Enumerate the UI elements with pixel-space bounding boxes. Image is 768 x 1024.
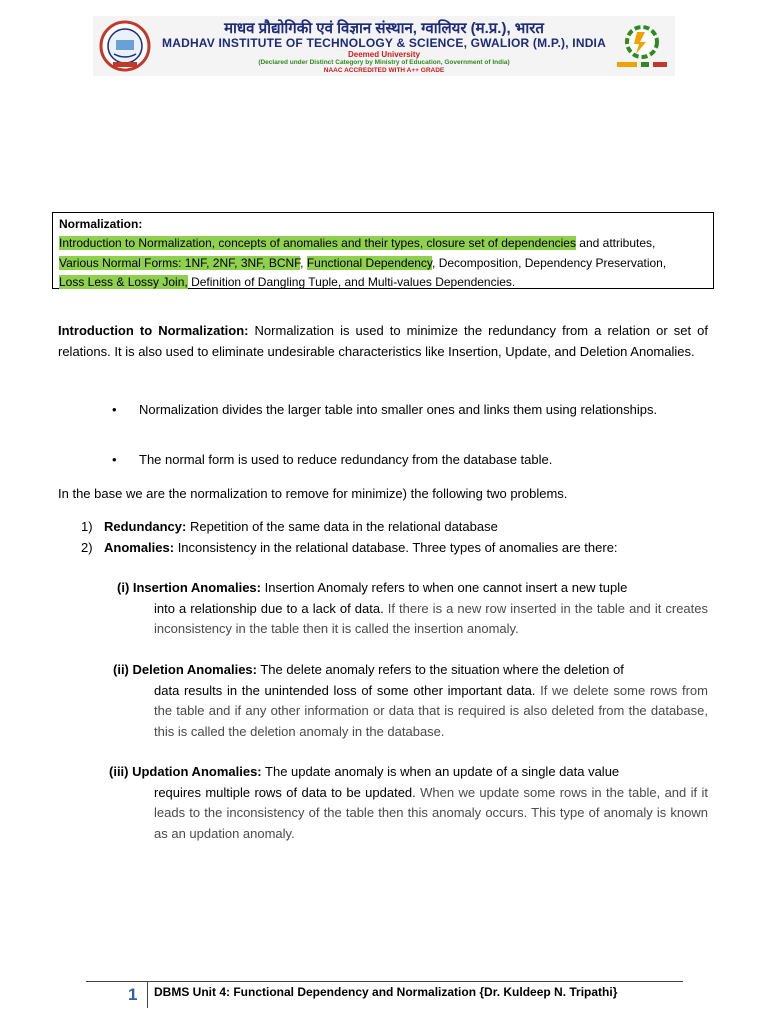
anomaly-example-text: When we update some rows in the table, and if it leads to the inconsistency of the table then this anomaly occurs. This type of anomaly is known as an updation anomaly.: [154, 784, 708, 841]
updation-anomaly-section: [109, 762, 708, 844]
topic-text: Definition of Dangling Tuple, and Multi-values Dependencies.: [187, 274, 516, 289]
naac-label: NAAC ACCREDITED WITH A++ GRADE: [323, 67, 445, 74]
list-item: [112, 398, 676, 421]
deemed-university-label: Deemed University: [347, 50, 421, 59]
problems-intro: In the base we are the normalization to remove for minimize) the following two problems.: [58, 486, 568, 501]
topic-heading: Normalization:: [59, 217, 143, 231]
intro-text: Normalization is used to minimize the redundancy from a relation or set of relations. It is also used to eliminate undesirable characteristics like Insertion, Update, and Deletion Anomalies.: [58, 323, 709, 359]
anomaly-label: (iii) Updation Anomalies:: [109, 764, 262, 779]
list-number: 2): [81, 540, 93, 555]
anomaly-lead-text: The update anomaly is when an update of a single data value: [261, 764, 620, 779]
topic-text: and attributes,: [575, 236, 656, 251]
list-item: [112, 448, 676, 471]
topic-highlight-intro: Introduction to Normalization,: [59, 236, 216, 251]
topic-highlight-join: Loss Less & Lossy Join,: [59, 274, 188, 289]
problem-text: Inconsistency in the relational database. Three types of anomalies are there:: [174, 540, 618, 555]
syllabus-topic-box: [52, 212, 714, 289]
institute-header: [93, 16, 675, 76]
anomaly-text: requires multiple rows of data to be updated.: [154, 784, 416, 800]
footer-title: DBMS Unit 4: Functional Dependency and Normalization {Dr. Kuldeep N. Tripathi}: [154, 985, 618, 999]
declaration-label: (Declared under Distinct Category by Ministry of Education, Government of India): [258, 59, 510, 66]
footer-divider: [86, 981, 683, 982]
list-number: 1): [81, 519, 93, 534]
footer-separator: [147, 982, 148, 1008]
mits-logo-icon: [615, 22, 669, 70]
insertion-anomaly-section: [117, 578, 708, 640]
intro-label: Introduction to Normalization:: [58, 323, 249, 338]
anomaly-example-text: If we delete some rows from the table and if any other information or data that is required is also deleted from the database, this is called the deletion anomaly in the database.: [154, 682, 708, 739]
anomaly-label: (ii) Deletion Anomalies:: [113, 662, 257, 677]
anomaly-example-text: If there is a new row inserted in the table and it creates inconsistency in the table then it is called the insertion anomaly.: [154, 600, 708, 636]
intro-paragraph: [58, 321, 708, 362]
bullet-icon: •: [112, 402, 117, 417]
deletion-anomaly-section: [113, 660, 708, 742]
list-item: [81, 537, 701, 558]
anomaly-text: data results in the unintended loss of some other important data.: [154, 682, 536, 698]
page-number: 1: [128, 985, 138, 1004]
list-item: [81, 516, 701, 537]
anomaly-lead-text: Insertion Anomaly refers to when one cannot insert a new tuple: [260, 580, 628, 595]
anomaly-text: into a relationship due to a lack of data.: [154, 600, 384, 616]
problem-label: Anomalies:: [104, 540, 175, 555]
bullet-text: The normal form is used to reduce redundancy from the database table.: [139, 452, 553, 467]
topic-highlight-normal-forms: Various Normal Forms: 1NF, 2NF, 3NF, BCNF: [59, 255, 301, 270]
bullet-text: Normalization divides the larger table into smaller ones and links them using relationships.: [139, 402, 658, 417]
topic-text: , Decomposition, Dependency Preservation,: [432, 255, 667, 270]
problem-label: Redundancy:: [104, 519, 187, 534]
problem-text: Repetition of the same data in the relational database: [186, 519, 498, 534]
anomaly-label: (i) Insertion Anomalies:: [117, 580, 261, 595]
topic-highlight-fd: Functional Dependency: [306, 255, 433, 270]
anomaly-lead-text: The delete anomaly refers to the situation where the deletion of: [256, 662, 624, 677]
institute-name-english: MADHAV INSTITUTE OF TECHNOLOGY & SCIENCE, GWALIOR (M.P.), INDIA: [162, 36, 606, 50]
institute-name-hindi: माधव प्रौद्योगिकी एवं विज्ञान संस्थान, ग्वालियर (म.प्र.), भारत: [224, 20, 544, 37]
topic-text: ,: [300, 255, 307, 270]
bullet-icon: •: [112, 452, 117, 467]
topic-highlight-anomalies: concepts of anomalies and their types, closure set of dependencies: [215, 236, 576, 251]
